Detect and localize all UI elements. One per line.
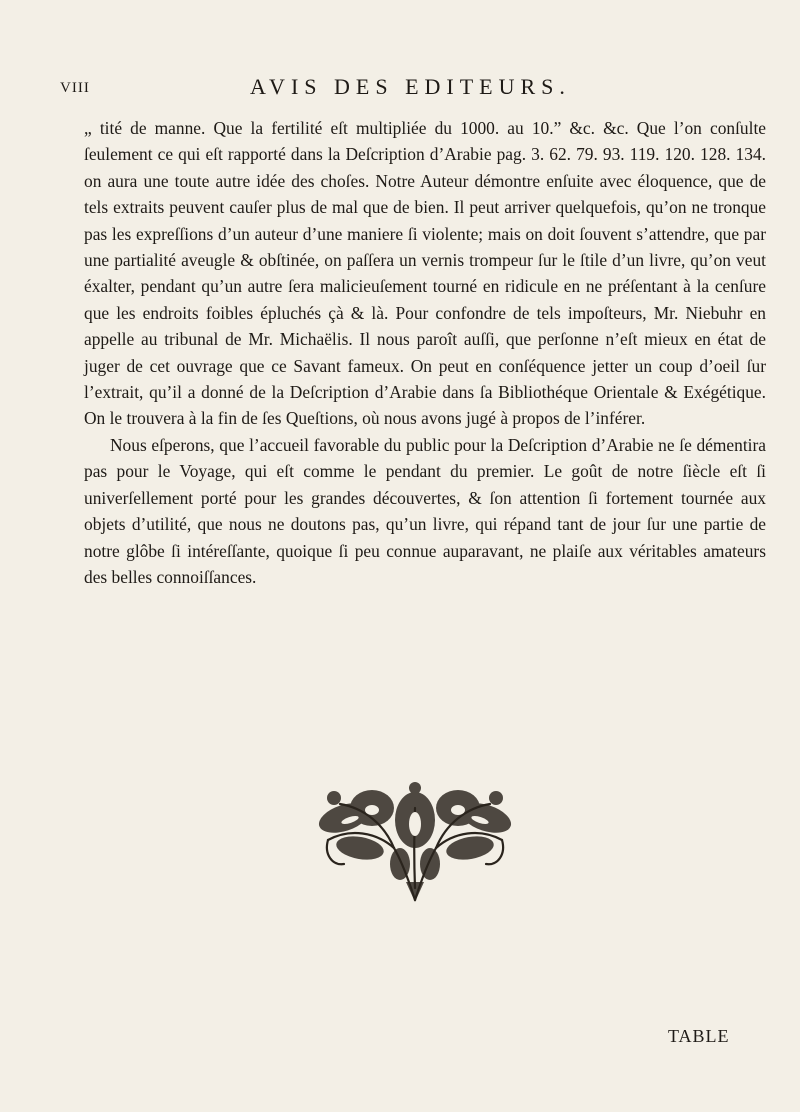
paragraph-1: „ tité de manne. Que la fertilité eſt multipliée du 1000. au 10.” &c. &c. Que l’on conſulte ſeulement ce qui eſt rapporté dans la Deſcription d’Arabie pag. 3. 62. 79. 93. 119. 120. 128. 134. on aura une toute autre idée des choſes. Notre Auteur démontre enſuite avec éloquence, que de tels extraits peuvent cauſer plus de mal que de bien. Il peut arriver quelquefois, qu’on ne tronque pas les expreſſions d’un auteur d’une maniere ſi violente; mais on doit ſouvent s’attendre, que par une partialité aveugle & obſtinée, on paſſera un vernis trompeur ſur le ſtile d’un livre, qu’on veut éxalter, pendant qu’un autre ſera malicieuſement tourné en ridicule en ne préſentant à la cenſure que les endroits foibles épluchés çà & là. Pour confondre de tels impoſteurs, Mr. Niebuhr en appelle au tribunal de Mr. Michaëlis. Il nous paroît auſſi, que perſonne n’eſt mieux en état de juger de cet ouvrage que ce Savant fameux. On peut en conſéquence jetter un coup d’oeil ſur l’extrait, qu’il a donné de la Deſcription d’Arabie dans ſa Bibliothéque Orientale & Exégétique. On le trouvera à la fin de ſes Queſtions, où nous avons jugé à propos de l’inférer. — [84, 118, 766, 429]
running-header — [60, 74, 740, 108]
foliage-ornament-icon — [310, 778, 520, 904]
body-text — [84, 115, 766, 590]
paragraph-2: Nous eſperons, que l’accueil favorable du public pour la Deſcription d’Arabie ne ſe démentira pas pour le Voyage, qui eſt comme le pendant du premier. Le goût de notre ſiècle eſt ſi univerſellement porté pour les grandes découvertes, & ſon attention ſi fortement tournée aux objets d’utilité, que nous ne doutons pas, qu’un livre, qui répand tant de jour ſur une partie de notre glôbe ſi intéreſſante, quoique ſi peu connue auparavant, ne plaiſe aux véritables amateurs des belles connoiſſances. — [84, 434, 766, 587]
catchword: TABLE — [668, 1026, 730, 1046]
running-title: AVIS DES EDITEURS. — [250, 74, 571, 99]
page-number: VIII — [60, 80, 90, 96]
